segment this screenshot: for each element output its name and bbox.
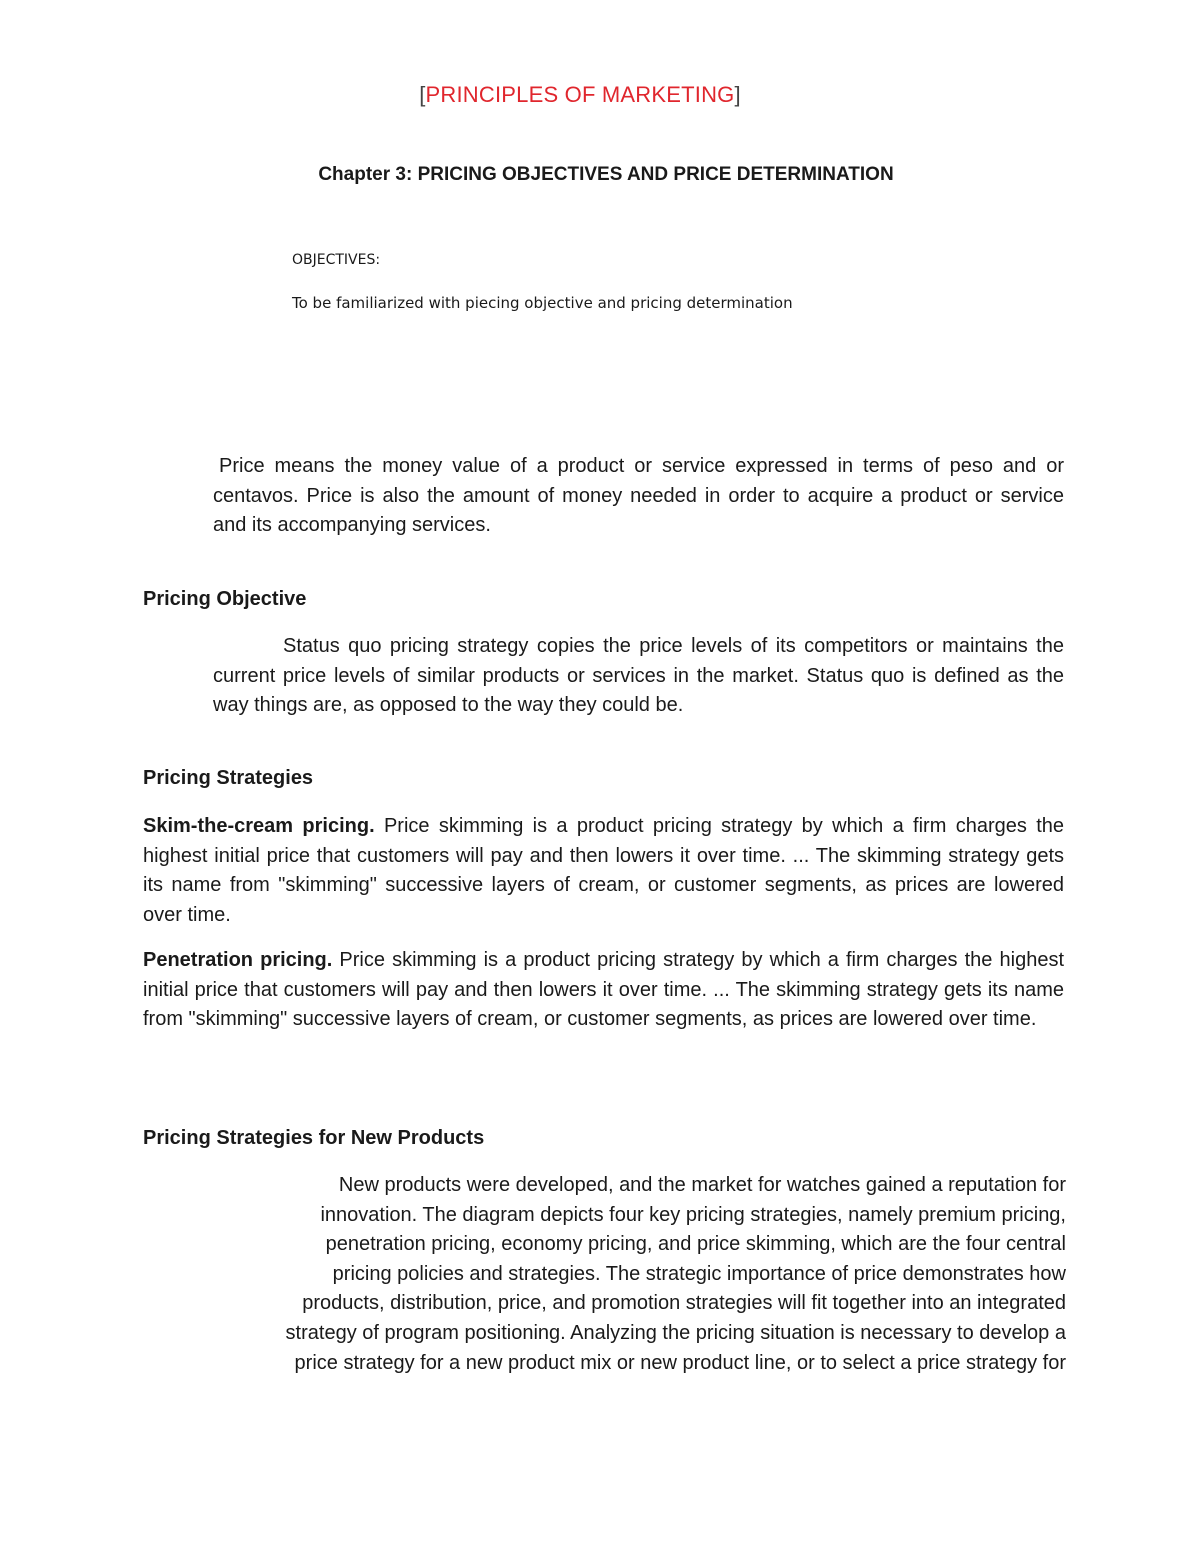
new-products-line: innovation. The diagram depicts four key pricing strategies, namely premium pricing, — [320, 1203, 1066, 1226]
new-products-line: penetration pricing, economy pricing, and price skimming, which are the four central — [325, 1233, 1066, 1256]
header-title: PRINCIPLES OF MARKETING — [425, 82, 735, 107]
new-products-paragraph — [120, 1171, 1066, 1378]
pricing-objective-heading: Pricing Objective — [143, 588, 307, 610]
pricing-objective-text: Status quo pricing strategy copies the price levels of its competitors or maintains the current price levels of similar products or services in the market. Status quo is defined as the way things are, as opposed to the way they could be. — [213, 635, 1064, 717]
penetration-lead: Penetration pricing. — [143, 949, 333, 971]
new-products-line: products, distribution, price, and promotion strategies will fit together into an integrated — [302, 1292, 1066, 1315]
new-products-line: price strategy for a new product mix or new product line, or to select a price strategy for — [294, 1351, 1066, 1374]
new-products-line: pricing policies and strategies. The strategic importance of price demonstrates how — [332, 1262, 1066, 1285]
objectives-text: To be familiarized with piecing objective and pricing determination — [292, 294, 793, 312]
new-products-line: New products were developed, and the market for watches gained a reputation for — [338, 1174, 1066, 1196]
new-products-line: strategy of program positioning. Analyzing the pricing situation is necessary to develop a — [285, 1321, 1066, 1344]
pricing-objective-paragraph — [213, 632, 1064, 721]
objectives-label: OBJECTIVES: — [292, 252, 381, 268]
new-products-heading: Pricing Strategies for New Products — [143, 1127, 485, 1149]
skim-text: Price skimming is a product pricing strategy by which a firm charges the highest initial price that customers will pay and then lowers it over time. ... The skimming strategy gets its name from "skimming" successive layers of cream, or customer segments, as prices are lowered over time. — [143, 815, 1064, 926]
penetration-text: Price skimming is a product pricing strategy by which a firm charges the highest initial price that customers will pay and then lowers it over time. ... The skimming strategy gets its name from "skimming" successive layers of cream, or customer segments, as prices are lowered over time. — [143, 949, 1065, 1031]
chapter-title: Chapter 3: PRICING OBJECTIVES AND PRICE DETERMINATION — [318, 164, 894, 185]
penetration-paragraph — [143, 946, 1064, 1035]
pricing-strategies-heading: Pricing Strategies — [143, 767, 314, 789]
skim-paragraph — [143, 812, 1064, 930]
skim-lead: Skim-the-cream pricing. — [143, 815, 375, 837]
intro-paragraph — [213, 452, 1064, 541]
document-header — [0, 82, 1160, 108]
intro-text: Price means the money value of a product or service expressed in terms of peso and or centavos. Price is also the amount of money needed in order to acquire a product or service and its accompanying services. — [213, 455, 1064, 537]
header-bracket-open: [ — [419, 82, 426, 107]
header-bracket-close: ] — [734, 82, 741, 107]
